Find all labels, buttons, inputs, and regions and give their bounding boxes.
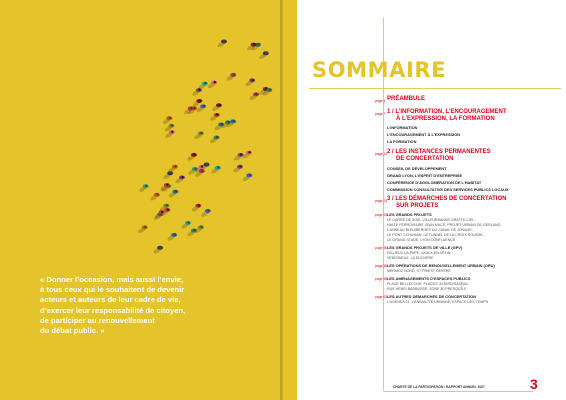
toc-page-number: page 7 — [375, 112, 386, 116]
toc-page-number: page 63 — [375, 295, 388, 299]
toc-heading-section-2-cont[interactable]: DE CONCERTATION — [396, 156, 454, 162]
right-page — [283, 0, 566, 400]
toc-group-detail: LE CARRÉ DE SOIE, VILLEURBANNE GRATTE-CIEL, — [387, 218, 476, 222]
toc-page-number: page 13 — [375, 152, 388, 156]
crowd-person — [167, 233, 177, 242]
toc-page-number: page 58 — [375, 277, 388, 281]
toc-item[interactable]: COMMISSION CONSULTATIVE DES SERVICES PUBLICS LOCAUX — [387, 187, 509, 192]
toc-page-number: page 24 — [375, 213, 388, 217]
toc-group-detail: PLACE BELLECOUR, PLACES JUTARD/RASPAIL, — [387, 282, 470, 286]
toc-group-detail: MERMOZ NORD, ST PRIEST CENTRE — [387, 269, 451, 273]
footer-caption: CHARTE DE LA PARTICIPATION / RAPPORT ANNUEL 2007 — [393, 385, 485, 389]
crowd-person — [197, 82, 207, 91]
crowd-person — [164, 130, 174, 139]
crowd-person — [153, 246, 163, 255]
toc-group-title[interactable]: LES AMÉNAGEMENTS D’ESPACES PUBLICS — [387, 276, 471, 281]
toc-heading-preambule[interactable]: PRÉAMBULE — [387, 96, 426, 102]
quote-line: de participer au renouvellement — [40, 315, 155, 325]
crowd-person — [163, 171, 173, 180]
page-number: 3 — [530, 376, 538, 392]
crowd-person — [191, 88, 201, 97]
crowd-person — [149, 193, 159, 202]
toc-page-number: page 23 — [375, 199, 388, 203]
toc-heading-section-1[interactable]: 1 / L’INFORMATION, L’ENCOURAGEMENT — [387, 109, 507, 115]
toc-heading-section-2[interactable]: 2 / LES INSTANCES PERMANENTES — [387, 149, 491, 155]
crowd-person — [209, 136, 219, 145]
toc-group-detail: HALTE FERROVIAIRE JEAN MACÉ, PROJET URBAIN DE GERLAND, — [387, 223, 502, 227]
toc-item[interactable]: CONSEIL DE DÉVELOPPEMENT — [387, 166, 447, 171]
crowd-person — [174, 176, 184, 185]
toc-group-detail: RUE HENRI BARBUSSE, ZONE 30 PRESQU’ÎLE — [387, 287, 467, 291]
quote-line: d’exercer leur responsabilité de citoyen, — [40, 305, 186, 315]
quote-line: « Donner l’occasion, mais aussi l’envie, — [40, 275, 184, 284]
toc-group-detail: RILLIEUX-LA-PAPE, VAULX-EN-VELIN, — [387, 251, 452, 255]
toc-group-detail: L’AGENDA 21, L’ANIMALITÉ URBAINE, ESPACE DES TEMPS — [387, 300, 489, 304]
crowd-person — [232, 165, 242, 174]
toc-heading-section-3[interactable]: 3 / LES DÉMARCHES DE CONCERTATION — [387, 196, 507, 202]
toc-item[interactable]: GRAND LYON, L’ESPRIT D’ENTREPRISE — [387, 173, 463, 178]
toc-group-title[interactable]: LES AUTRES DÉMARCHES DE CONCERTATION — [387, 294, 476, 299]
toc-heading-section-1-cont[interactable]: À L’EXPRESSION, LA FORMATION — [396, 116, 495, 122]
crowd-person — [249, 92, 259, 101]
quote-line: du débat public. » — [40, 326, 105, 336]
crowd-person — [210, 166, 220, 175]
toc-item[interactable]: L’INFORMATION — [387, 125, 418, 130]
toc-group-detail: LE GRAND STADE, LYON CONFLUENCE — [387, 238, 456, 242]
toc-item[interactable]: L’ENCOURAGEMENT À L’EXPRESSION — [387, 132, 461, 137]
crowd-person — [217, 40, 227, 49]
toc-heading-section-3-cont[interactable]: SUR PROJETS — [396, 203, 439, 209]
toc-item[interactable]: CONFÉRENCE D’AGGLOMÉRATION DE L’HABITAT — [387, 180, 482, 185]
crowd-person — [207, 81, 217, 90]
toc-group-detail: LE PONT SCHUMAN, LE TUNNEL DE LA CROIX ROUSSE, — [387, 233, 484, 237]
crowd-person — [168, 190, 178, 199]
table-of-contents — [283, 0, 566, 400]
toc-group-title[interactable]: LES GRANDS PROJETS — [387, 212, 432, 217]
page-title: SOMMAIRE — [312, 58, 447, 82]
crowd-person — [258, 51, 268, 60]
crowd-person — [226, 73, 236, 82]
crowd-person — [138, 184, 148, 193]
toc-group-detail: VÉNISSIEUX, LA DUCHÈRE — [387, 256, 434, 260]
toc-group-title[interactable]: LES OPÉRATIONS DE RENOUVELLEMENT URBAIN (ORU) — [387, 263, 495, 268]
crowd-person — [193, 131, 203, 140]
footer-rule — [383, 391, 533, 392]
crowd-person — [211, 103, 221, 112]
crowd-person — [162, 116, 172, 125]
crowd-person — [209, 113, 219, 122]
toc-page-number: page 56 — [375, 264, 388, 268]
toc-page-number: page 4 — [375, 99, 386, 103]
crowd-person — [233, 153, 243, 162]
toc-page-number: page 50 — [375, 246, 388, 250]
crowd-person — [180, 221, 190, 230]
toc-item[interactable]: LA FORMATION — [387, 139, 417, 144]
crowd-person — [200, 209, 210, 218]
crowd-person — [191, 204, 201, 213]
crowd-person — [242, 173, 252, 182]
quote-line: à tous ceux qui le souhaitent de devenir — [40, 285, 185, 295]
crowd-person — [245, 78, 255, 87]
crowd-person — [137, 225, 147, 234]
pull-quote — [40, 275, 280, 336]
toc-group-detail: L’ANNEAU BLEU/BERGES DU CANAL DE JONAGE, — [387, 228, 473, 232]
toc-group-title[interactable]: LES GRANDS PROJETS DE VILLE (GPV) — [387, 245, 463, 250]
quote-line: acteurs et auteurs de leur cadre de vie, — [40, 295, 181, 305]
crowd-person — [186, 153, 196, 162]
